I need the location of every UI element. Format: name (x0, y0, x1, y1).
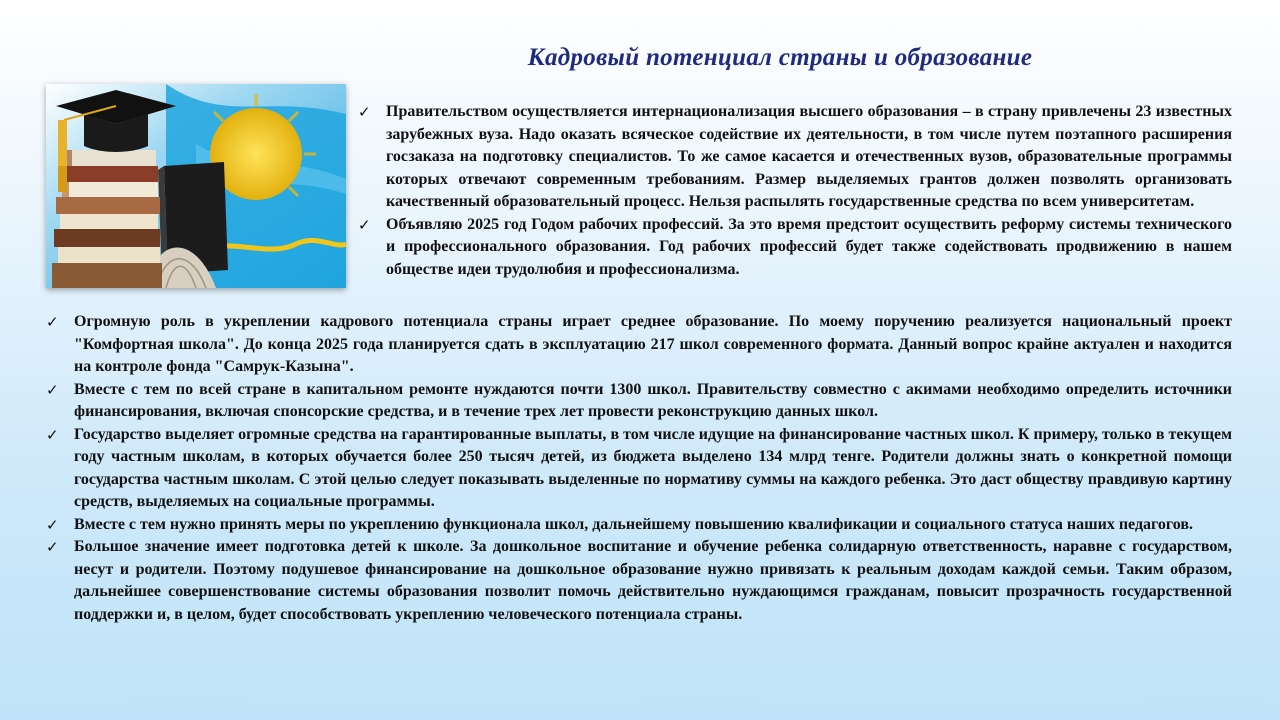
list-item-text: Большое значение имеет подготовка детей к школе. За дошкольное воспитание и обучение ребенка солидарную ответственность, наравне с государством, несут и родители. Поэтому подушевое финансирование на дошкольное образование нужно привязать к реальным доходам каждой семьи. Таким образом, дальнейшее совершенствование системы образования позволит помочь действительно нуждающимся гражданам, повысит прозрачность государственной поддержки и, в целом, будет способствовать укреплению человеческого потенциала страны. (74, 538, 1232, 623)
education-books-flag-image (46, 84, 346, 288)
check-icon: ✓ (46, 515, 59, 534)
list-item-text: Государство выделяет огромные средства на гарантированные выплаты, в том числе идущие на финансирование частных школ. К примеру, только в текущем году частным школам, в которых обучается более 250 тысяч детей, из бюджета выделено 134 млрд тенге. Родители должны знать о конкретной помощи государства частным школам. С этой целью следует показывать выделенные по нормативу суммы на каждого ребенка. Это даст обществу правдивую картину средств, выделяемых на социальные программы. (74, 425, 1232, 510)
check-icon: ✓ (358, 215, 371, 234)
list-item-text: Вместе с тем по всей стране в капитальном ремонте нуждаются почти 1300 школ. Правительству совместно с акимами необходимо определить источники финансирования, включая спонсорские средства, и в течение трех лет провести реконструкцию данных школ. (74, 380, 1232, 420)
list-item-text: Объявляю 2025 год Годом рабочих профессий. За это время предстоит осуществить реформу системы технического и профессионального образования. Год рабочих профессий будет также содействовать продвижению в нашем обществе идеи трудолюбия и профессионализма. (386, 215, 1232, 278)
list-item-text: Огромную роль в укреплении кадрового потенциала страны играет среднее образование. По моему поручению реализуется национальный проект "Комфортная школа". До конца 2025 года планируется сдать в эксплуатацию 217 школ современного формата. Данный вопрос крайне актуален и находится на контроле фонда "Самрук-Казына". (74, 313, 1232, 375)
slide-title: Кадровый потенциал страны и образование (527, 44, 1033, 71)
check-icon: ✓ (46, 538, 59, 556)
check-icon: ✓ (46, 313, 59, 331)
list-item-text: Вместе с тем нужно принять меры по укреплению функционала школ, дальнейшему повышению квалификации и социального статуса наших педагогов. (74, 515, 1194, 533)
list-item (44, 514, 1232, 537)
list-item (356, 101, 1232, 214)
list-item (44, 424, 1232, 514)
check-icon: ✓ (46, 380, 59, 399)
list-item (44, 536, 1232, 626)
top-bullet-list (356, 101, 1232, 281)
check-icon: ✓ (46, 425, 59, 444)
list-item-text: Правительством осуществляется интернационализация высшего образования – в страну привлечены 23 известных зарубежных вуза. Надо оказать всяческое содействие их деятельности, в том числе путем поэтапного расширения госзаказа на подготовку специалистов. То же самое касается и отечественных вузов, образовательные программы которых отвечают современным требованиям. Размер выделяемых грантов должен позволять организовать качественный образовательный процесс. Нельзя распылять государственные средства по всем университетам. (386, 103, 1232, 210)
bottom-bullet-list (44, 311, 1232, 626)
check-icon: ✓ (358, 103, 371, 121)
list-item (44, 311, 1232, 379)
list-item (356, 214, 1232, 282)
list-item (44, 379, 1232, 424)
